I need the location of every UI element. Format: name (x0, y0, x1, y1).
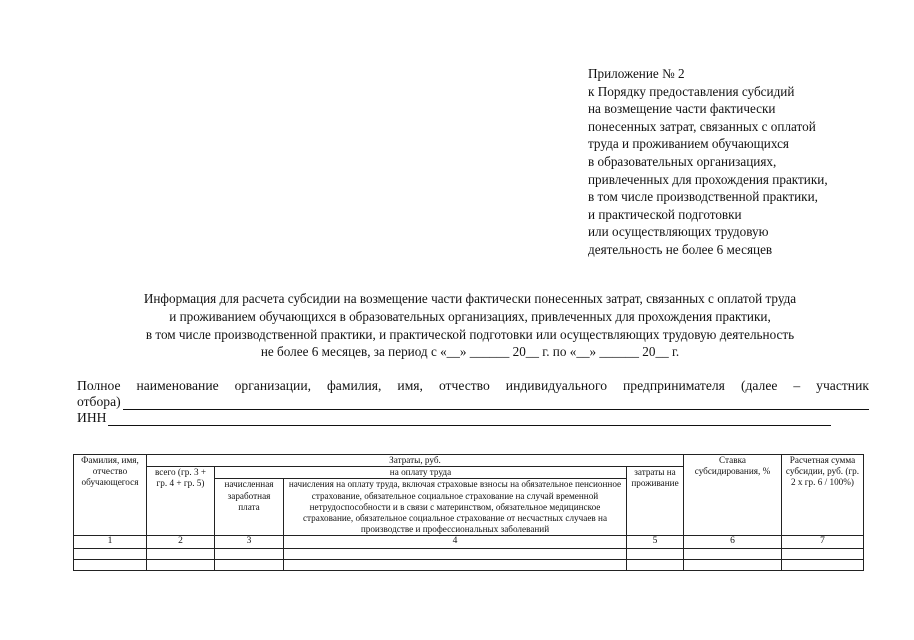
org-name-field[interactable] (123, 397, 869, 410)
header-costs: Затраты, руб. (147, 455, 684, 467)
document-title (70, 290, 870, 361)
table-cell[interactable] (215, 548, 284, 559)
org-word: индивидуального (505, 378, 608, 393)
inn-row (77, 410, 869, 426)
header-housing: затраты на проживание (627, 467, 684, 536)
org-label-end: отбора) (77, 394, 121, 409)
column-number: 2 (147, 536, 215, 548)
column-number: 4 (284, 536, 627, 548)
title-line: и проживанием обучающихся в образовательных организациях, привлеченных для прохождения практики, (169, 308, 771, 324)
header-accruals: начисления на оплату труда, включая страховые взносы на обязательное пенсионное страхование, обязательное социальное страхование на случай временной нетрудоспособности и в связи с материнством, обязательное медицинское страхование, обязательное социальное страхование от несчастных случаев на производстве и профессиональных заболеваний (284, 479, 627, 536)
table-cell[interactable] (147, 548, 215, 559)
org-word: имя, (397, 378, 423, 393)
table-row (74, 559, 864, 570)
org-word: (далее (740, 378, 778, 393)
inn-field[interactable] (108, 413, 831, 426)
table-cell[interactable] (147, 559, 215, 570)
table-cell[interactable] (284, 559, 627, 570)
appendix-line: на возмещение части фактически (588, 101, 776, 117)
header-total: всего (гр. 3 + гр. 4 + гр. 5) (147, 467, 215, 536)
appendix-line: понесенных затрат, связанных с оплатой (588, 118, 816, 134)
column-number: 3 (215, 536, 284, 548)
org-word: организации, (234, 378, 312, 393)
column-number-row (74, 536, 864, 548)
appendix-line: деятельность не более 6 месяцев (588, 241, 773, 257)
column-number: 5 (627, 536, 684, 548)
title-line: не более 6 месяцев, за период с «__» ______ 20__ г. по «__» ______ 20__ г. (260, 344, 680, 360)
title-line: Информация для расчета субсидии на возмещение части фактически понесенных затрат, связанных с оплатой труда (143, 291, 797, 306)
header-rate: Ставка субсидирования, % (684, 455, 782, 536)
header-calc-sum: Расчетная сумма субсидии, руб. (гр. 2 х гр. 6 / 100%) (782, 455, 864, 536)
org-word: отчество (438, 378, 490, 393)
table-cell[interactable] (782, 559, 864, 570)
appendix-line: или осуществляющих трудовую (588, 224, 769, 240)
subsidy-table (73, 454, 864, 571)
org-word: предпринимателя (623, 378, 725, 393)
column-number: 7 (782, 536, 864, 548)
column-number: 1 (74, 536, 147, 548)
table-cell[interactable] (782, 548, 864, 559)
org-word: наименование (136, 378, 219, 393)
header-full-name: Фамилия, имя, отчество обучающегося (74, 455, 147, 536)
table-cell[interactable] (684, 548, 782, 559)
header-wage-group: на оплату труда (215, 467, 627, 479)
table-cell[interactable] (627, 548, 684, 559)
organization-section (77, 378, 869, 426)
org-word: – (793, 378, 801, 393)
table-cell[interactable] (684, 559, 782, 570)
org-word: Полное (77, 378, 121, 393)
table-cell[interactable] (284, 548, 627, 559)
header-accrued-wage: начисленная заработная плата (215, 479, 284, 536)
table-cell[interactable] (74, 548, 147, 559)
inn-label: ИНН (77, 410, 107, 425)
appendix-line: привлеченных для прохождения практики, (588, 171, 828, 187)
appendix-line: к Порядку предоставления субсидий (588, 83, 795, 99)
table-row (74, 548, 864, 559)
org-label-line (77, 378, 869, 394)
appendix-line: в образовательных организациях, (588, 153, 777, 169)
appendix-line: и практической подготовки (588, 206, 742, 222)
appendix-block (588, 65, 828, 259)
appendix-line: Приложение № 2 (588, 66, 685, 81)
org-word: участник (816, 378, 869, 393)
table-cell[interactable] (627, 559, 684, 570)
org-word: фамилия, (327, 378, 382, 393)
org-name-row (77, 394, 869, 410)
appendix-line: в том числе производственной практики, (588, 189, 818, 205)
column-number: 6 (684, 536, 782, 548)
table-cell[interactable] (215, 559, 284, 570)
title-line: в том числе производственной практики, и практической подготовки или осуществляющих трудовую деятельность (145, 326, 795, 342)
table-cell[interactable] (74, 559, 147, 570)
appendix-line: труда и проживанием обучающихся (588, 136, 789, 152)
